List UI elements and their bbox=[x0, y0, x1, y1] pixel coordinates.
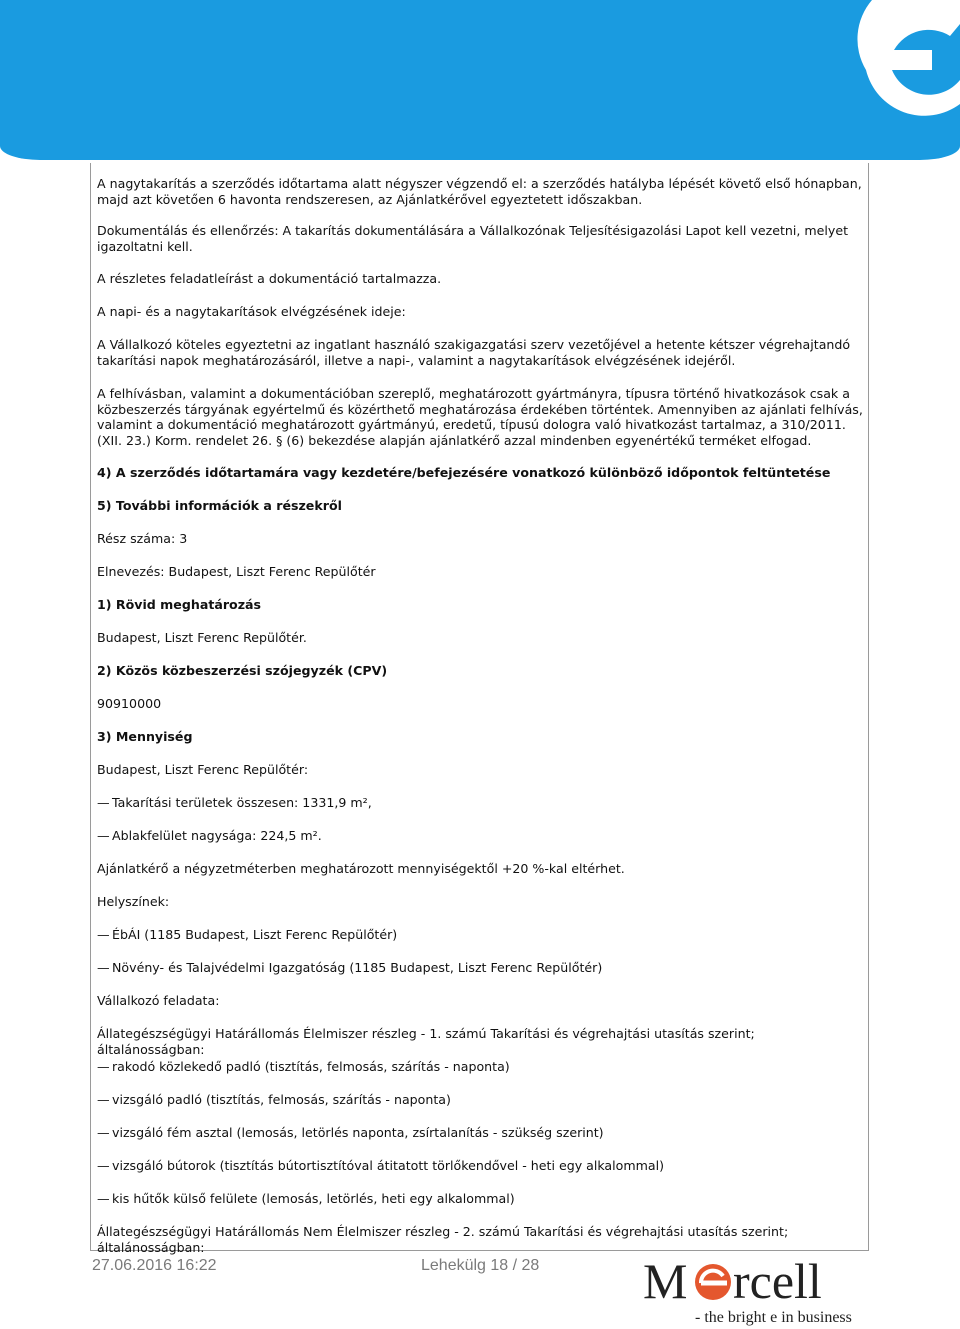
paragraph-text: A nagytakarítás a szerződés időtartama alatt négyszer végzendő el: a szerződés hatályba lépését követő első hónapban, majd azt követően 6 havonta rendszeresen, az Ajánlatkérővel egyeztetett időszakban. bbox=[97, 176, 862, 207]
list-dash: — bbox=[97, 795, 110, 810]
paragraph bbox=[97, 630, 863, 646]
paragraph-text: Állategészségügyi Határállomás Nem Élelmiszer részleg - 2. számú Takarítási és végrehajtási utasítás szerint; általánosságban: bbox=[97, 1224, 789, 1255]
marcell-e-logo-icon bbox=[832, 0, 960, 120]
list-dash: — bbox=[97, 1092, 110, 1107]
paragraph-text: 4) A szerződés időtartamára vagy kezdetére/befejezésére vonatkozó különböző időpontok feltüntetése bbox=[97, 465, 831, 480]
paragraph-text: 2) Közös közbeszerzési szójegyzék (CPV) bbox=[97, 663, 388, 678]
paragraph bbox=[97, 223, 863, 254]
paragraph-text: kis hűtők külső felülete (lemosás, letörlés, heti egy alkalommal) bbox=[112, 1191, 515, 1206]
paragraph bbox=[97, 993, 863, 1009]
paragraph-text: Növény- és Talajvédelmi Igazgatóság (1185 Budapest, Liszt Ferenc Repülőtér) bbox=[112, 960, 603, 975]
list-item bbox=[97, 1059, 863, 1075]
paragraph bbox=[97, 762, 863, 778]
list-item bbox=[97, 828, 863, 844]
brand-tagline: - the bright e in business bbox=[695, 1309, 852, 1326]
paragraph-text: vizsgáló fém asztal (lemosás, letörlés naponta, zsírtalanítás - szükség szerint) bbox=[112, 1125, 604, 1140]
header-band bbox=[0, 0, 960, 160]
section-heading bbox=[97, 597, 863, 613]
paragraph-text: A felhívásban, valamint a dokumentációban szereplő, meghatározott gyártmányra, típusra történő hivatkozások csak a közbeszerzés tárgyának egyértelmű és közérthető meghatározása érdekében történtek. Amennyiben az ajánlati felhívás, valamint a dokumentáció meghatározott gyártmányú, eredetű, típusú dologra való hivatkozást tartalmaz, a 310/2011. (XII. 23.) Korm. rendelet 26. § (6) bekezdése alapján ajánlatkérő azzal mindenben egyenértékű terméket elfogad. bbox=[97, 386, 863, 448]
footer-page-number: Lehekülg 18 / 28 bbox=[421, 1257, 540, 1274]
list-item bbox=[97, 1092, 863, 1108]
list-dash: — bbox=[97, 1059, 110, 1074]
paragraph bbox=[97, 1026, 863, 1057]
list-item bbox=[97, 1191, 863, 1207]
list-dash: — bbox=[97, 927, 110, 942]
paragraph-text: rakodó közlekedő padló (tisztítás, felmosás, szárítás - naponta) bbox=[112, 1059, 510, 1074]
frame-right-rule bbox=[868, 163, 869, 1250]
paragraph-text: 3) Mennyiség bbox=[97, 729, 193, 744]
list-dash: — bbox=[97, 960, 110, 975]
brand-e-mark-icon bbox=[695, 1264, 731, 1300]
paragraph-text: Állategészségügyi Határállomás Élelmiszer részleg - 1. számú Takarítási és végrehajtási utasítás szerint; általánosságban: bbox=[97, 1026, 755, 1057]
paragraph bbox=[97, 564, 863, 580]
marcell-brand-logo bbox=[643, 1252, 873, 1328]
paragraph-text: Budapest, Liszt Ferenc Repülőtér: bbox=[97, 762, 309, 777]
paragraph bbox=[97, 337, 863, 368]
section-heading bbox=[97, 498, 863, 514]
brand-name-rest: rcell bbox=[733, 1253, 822, 1309]
paragraph bbox=[97, 386, 863, 448]
list-item bbox=[97, 1125, 863, 1141]
list-dash: — bbox=[97, 1125, 110, 1140]
paragraph-text: Ajánlatkérő a négyzetméterben meghatározott mennyiségektől +20 %-kal eltérhet. bbox=[97, 861, 625, 876]
list-item bbox=[97, 960, 863, 976]
paragraph-text: vizsgáló padló (tisztítás, felmosás, szárítás - naponta) bbox=[112, 1092, 451, 1107]
paragraph-text: Elnevezés: Budapest, Liszt Ferenc Repülőtér bbox=[97, 564, 376, 579]
paragraph bbox=[97, 271, 863, 287]
section-heading bbox=[97, 729, 863, 745]
paragraph bbox=[97, 1224, 863, 1255]
list-dash: — bbox=[97, 828, 110, 843]
paragraph bbox=[97, 861, 863, 877]
list-dash: — bbox=[97, 1158, 110, 1173]
paragraph-text: A Vállalkozó köteles egyeztetni az ingatlant használó szakigazgatási szerv vezetőjével a hetente kétszer végrehajtandó takarítási napok meghatározásáról, illetve a napi-, valamint a nagytakarítások elvégzésének idejéről. bbox=[97, 337, 851, 368]
paragraph bbox=[97, 696, 863, 712]
paragraph-text: A részletes feladatleírást a dokumentáció tartalmazza. bbox=[97, 271, 442, 286]
list-item bbox=[97, 1158, 863, 1174]
list-item bbox=[97, 927, 863, 943]
frame-left-rule bbox=[90, 163, 91, 1250]
paragraph bbox=[97, 531, 863, 547]
paragraph-text: Helyszínek: bbox=[97, 894, 170, 909]
paragraph bbox=[97, 894, 863, 910]
list-dash: — bbox=[97, 1191, 110, 1206]
paragraph-text: Vállalkozó feladata: bbox=[97, 993, 220, 1008]
section-heading bbox=[97, 465, 863, 481]
paragraph-text: Ablakfelület nagysága: 224,5 m². bbox=[112, 828, 322, 843]
paragraph-text: ÉbÁI (1185 Budapest, Liszt Ferenc Repülőtér) bbox=[112, 927, 398, 942]
paragraph-text: Dokumentálás és ellenőrzés: A takarítás dokumentálására a Vállalkozónak Teljesítésigazolási Lapot kell vezetni, melyet igazoltatni kell. bbox=[97, 223, 849, 254]
paragraph-text: 5) További információk a részekről bbox=[97, 498, 342, 513]
paragraph-text: Takarítási területek összesen: 1331,9 m², bbox=[112, 795, 372, 810]
paragraph-text: A napi- és a nagytakarítások elvégzésének ideje: bbox=[97, 304, 406, 319]
paragraph bbox=[97, 304, 863, 320]
brand-name-m: M bbox=[643, 1253, 688, 1309]
paragraph-text: Rész száma: 3 bbox=[97, 531, 188, 546]
paragraph-text: vizsgáló bútorok (tisztítás bútortisztítóval átitatott törlőkendővel - heti egy alkalommal) bbox=[112, 1158, 665, 1173]
paragraph-text: 90910000 bbox=[97, 696, 162, 711]
paragraph-text: 1) Rövid meghatározás bbox=[97, 597, 262, 612]
paragraph bbox=[97, 176, 863, 207]
section-heading bbox=[97, 663, 863, 679]
paragraph-text: Budapest, Liszt Ferenc Repülőtér. bbox=[97, 630, 307, 645]
footer-date: 27.06.2016 16:22 bbox=[92, 1257, 217, 1274]
list-item bbox=[97, 795, 863, 811]
